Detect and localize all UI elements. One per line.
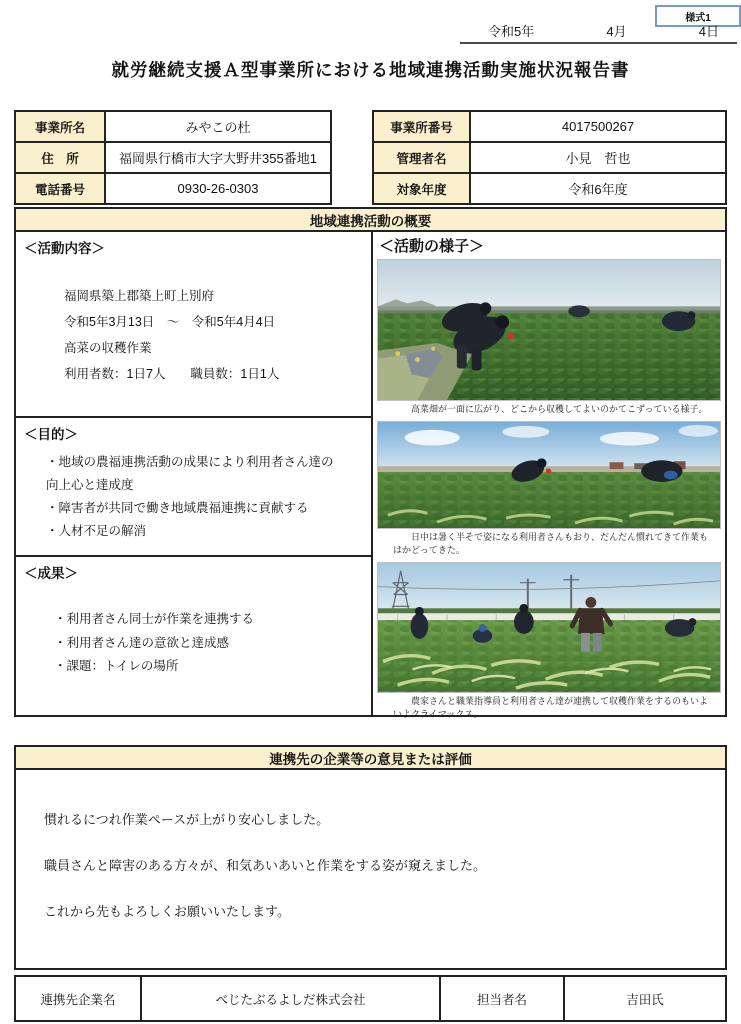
activity-line: 令和5年3月13日 ～ 令和5年4月4日: [64, 315, 276, 329]
row-label: 事業所番号: [374, 112, 471, 141]
overview-left-column: [16, 232, 373, 715]
overview-body: [16, 232, 725, 719]
purpose-line: ・人材不足の解消: [46, 524, 147, 538]
feedback-paragraph: 慣れるにつれ作業ペースが上がり安心しました。: [44, 812, 330, 827]
row-label: 事業所名: [16, 112, 106, 141]
form-code-label: 様式1: [685, 12, 711, 24]
photo-caption-3: 農家さんと職業指導員と利用者さん達が連携して収穫作業をするのもいよいよクライマックス。: [393, 696, 709, 719]
partner-person-label: 担当者名: [441, 977, 565, 1020]
table-row: [16, 143, 330, 174]
partner-company-value: べじたぶるよしだ株式会社: [142, 977, 441, 1020]
feedback-section: [14, 745, 727, 970]
table-row: [16, 112, 330, 143]
row-label: 住 所: [16, 143, 106, 172]
activity-content-cell: [16, 232, 371, 418]
table-row: [374, 143, 725, 174]
table-row: [374, 112, 725, 143]
report-date: [460, 24, 737, 44]
row-value: 令和6年度: [568, 182, 628, 197]
office-info-table: [14, 110, 332, 205]
purpose-heading: ＜目的＞: [24, 427, 78, 442]
feedback-body: [16, 770, 725, 920]
date-day: 4日: [698, 24, 719, 39]
office-id-table: [372, 110, 727, 205]
overview-header: 地域連携活動の概要: [16, 209, 725, 232]
row-value: 4017500267: [561, 119, 635, 134]
photo-caption-1: 高菜畑が一面に広がり、どこから収穫してよいのかてこずっている様子。: [411, 404, 708, 414]
activity-photo-1: [377, 259, 721, 401]
activity-line: 利用者数：1日7人 職員数：1日1人: [64, 367, 280, 381]
row-label: 管理者名: [374, 143, 471, 172]
purpose-cell: [16, 418, 371, 557]
row-label: 電話番号: [16, 174, 106, 203]
photo-block-1: [377, 259, 721, 416]
activity-line: 高菜の収穫作業: [64, 341, 152, 355]
photo-block-3: [377, 562, 721, 721]
activity-lines: [64, 283, 363, 387]
purpose-line: 向上心と達成度: [46, 478, 134, 492]
results-lines: [54, 608, 363, 679]
purpose-lines: [46, 451, 363, 543]
photos-heading: ＜活動の様子＞: [379, 238, 485, 255]
activity-heading: ＜活動内容＞: [24, 241, 105, 256]
photos-column: [373, 232, 725, 719]
overview-section: [14, 207, 727, 717]
table-row: [16, 174, 330, 203]
results-heading: ＜成果＞: [24, 566, 78, 581]
date-month: 4月: [606, 24, 627, 39]
purpose-line: ・障害者が共同で働き地域農福連携に貢献する: [46, 501, 309, 515]
results-line: ・課題：トイレの場所: [54, 659, 179, 673]
activity-line: 福岡県築上郡築上町上別府: [64, 289, 215, 303]
results-line: ・利用者さん同士が作業を連携する: [54, 612, 255, 626]
photo-caption-2: 日中は暑く半そで姿になる利用者さんもおり、だんだん慣れてきて作業もはかどってきた。: [393, 532, 709, 555]
table-row: [374, 174, 725, 203]
purpose-line: ・地域の農福連携活動の成果により利用者さん達の: [46, 455, 334, 469]
activity-photo-2: [377, 421, 721, 529]
partner-company-label: 連携先企業名: [16, 977, 142, 1020]
partner-table: [14, 975, 727, 1022]
row-value: みやこの杜: [185, 120, 251, 135]
row-value: 福岡県行橋市大字大野井355番地1: [119, 151, 317, 166]
feedback-header: 連携先の企業等の意見または評価: [16, 747, 725, 770]
row-label: 対象年度: [374, 174, 471, 203]
row-value: 0930-26-0303: [177, 181, 259, 196]
date-year: 令和5年: [488, 24, 535, 39]
partner-person-value: 吉田氏: [626, 992, 664, 1007]
row-value: 小見 哲也: [565, 151, 631, 166]
feedback-paragraph: これから先もよろしくお願いいたします。: [44, 904, 290, 919]
feedback-paragraph: 職員さんと障害のある方々が、和気あいあいと作業をする姿が窺えました。: [44, 858, 487, 873]
photo-block-2: [377, 421, 721, 557]
activity-photo-3: [377, 562, 721, 693]
page-title: 就労継続支援Ａ型事業所における地域連携活動実施状況報告書: [111, 60, 630, 80]
results-line: ・利用者さん達の意欲と達成感: [54, 635, 230, 650]
results-cell: [16, 557, 371, 715]
